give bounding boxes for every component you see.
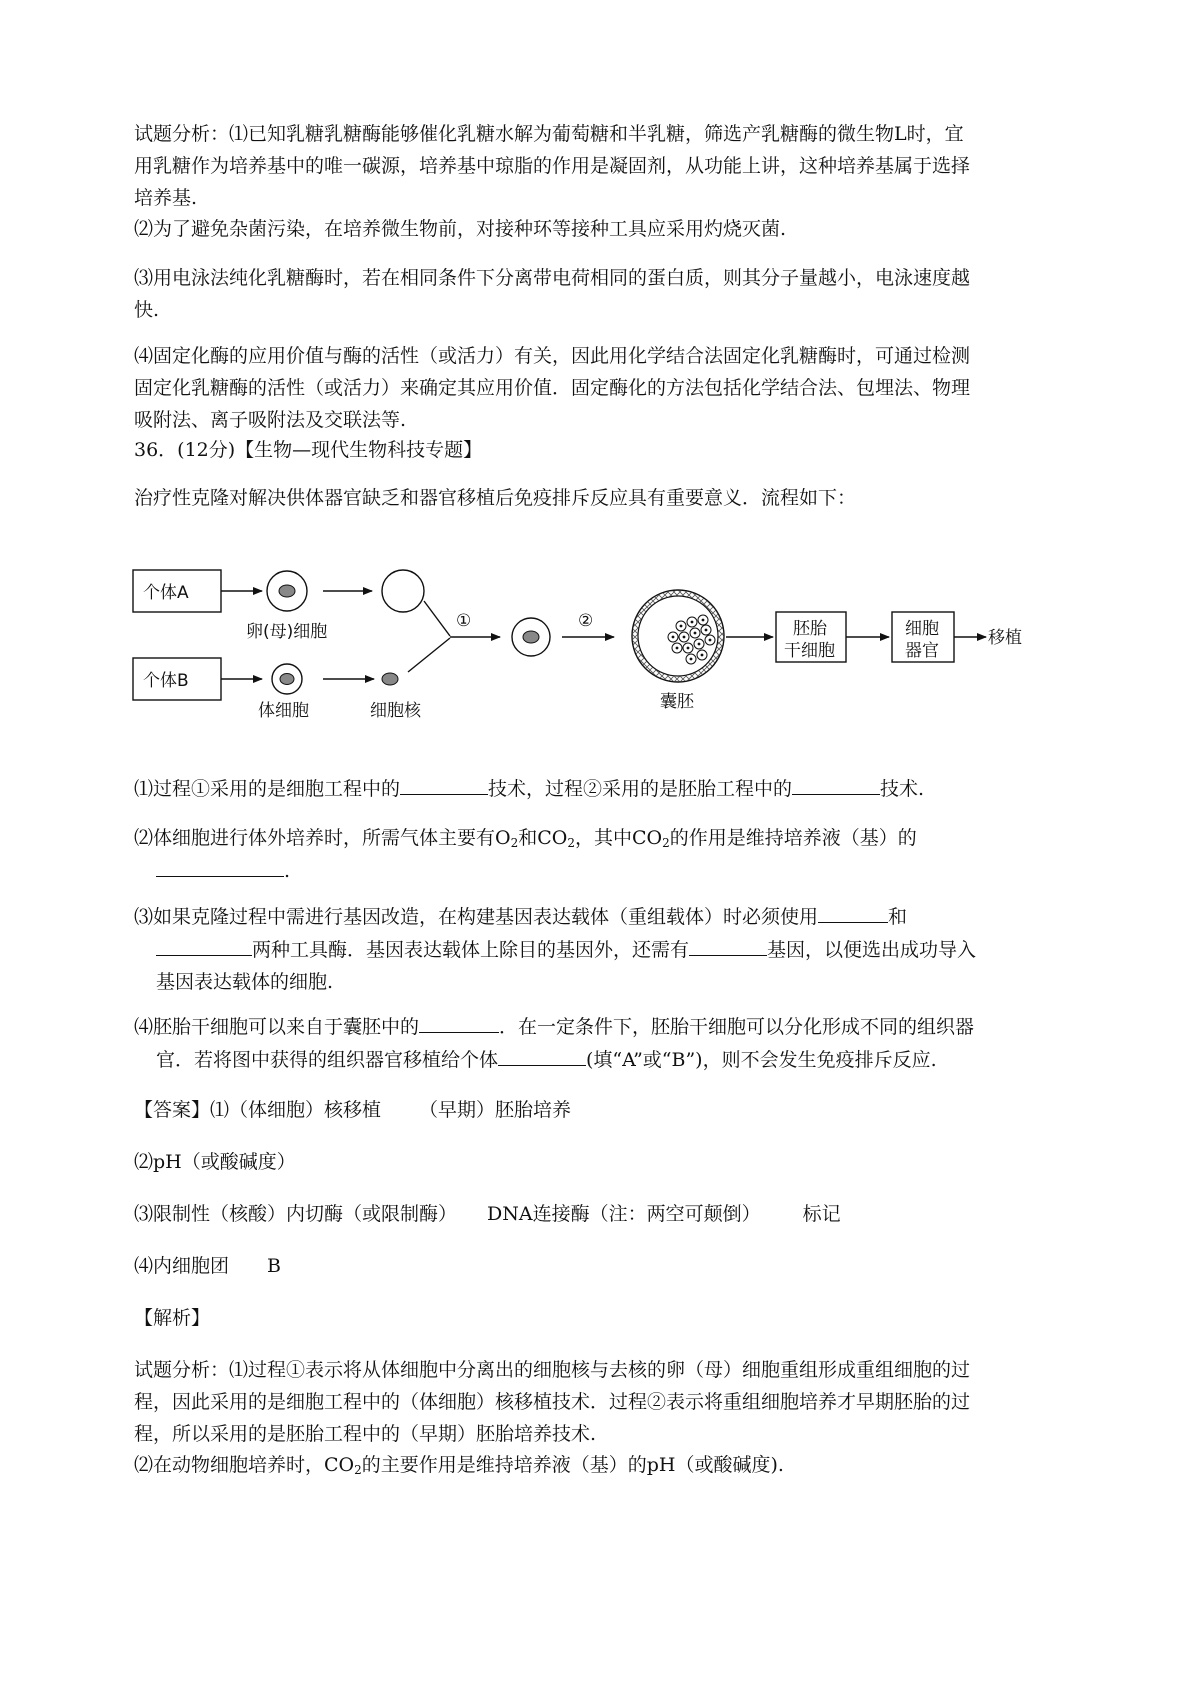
subscript: 2 [567, 836, 575, 850]
answer-line-3 [134, 1198, 1074, 1230]
text-line: ⑶用电泳法纯化乳糖酶时，若在相同条件下分离带电荷相同的蛋白质，则其分子量越小，电泳速度越 [134, 267, 971, 289]
text-segment: 官．若将图中获得的组织器官移植给个体 [156, 1049, 499, 1071]
subscript: 2 [510, 836, 519, 850]
text-segment: ⑵体细胞进行体外培养时，所需气体主要有O [134, 827, 511, 849]
text-segment: 两种工具酶．基因表达载体上除目的基因外，还需有 [252, 939, 690, 961]
text-segment: ⑵在动物细胞培养时，CO [134, 1454, 355, 1476]
sub-question-4 [134, 1010, 1074, 1076]
text-line: 培养基. [134, 187, 198, 209]
text-line: 吸附法、离子吸附法及交联法等. [134, 409, 407, 431]
text-line: 快. [134, 299, 160, 321]
individual-b-label: 个体B [143, 671, 189, 691]
merge-line [424, 601, 450, 636]
question-36-header [134, 434, 1074, 466]
subscript: 2 [662, 836, 670, 850]
text-segment: 技术. [880, 778, 925, 800]
answer-line-1 [134, 1094, 1074, 1126]
text-segment: 的主要作用是维持培养液（基）的pH（或酸碱度). [361, 1454, 784, 1476]
analysis-paragraph-1 [134, 118, 1074, 214]
text-line: ⑵为了避免杂菌污染，在培养微生物前，对接种环等接种工具应采用灼烧灭菌. [134, 218, 787, 240]
answer-blank [792, 772, 880, 795]
text-line: 固定化乳糖酶的活性（或活力）来确定其应用价值．固定酶化的方法包括化学结合法、包埋法、物理 [134, 377, 971, 399]
text-segment: 和CO [518, 827, 568, 849]
text-segment: 技术，过程②采用的是胚胎工程中的 [488, 778, 793, 800]
stem-cell-label-line2: 干细胞 [784, 641, 835, 661]
subscript: 2 [354, 1463, 362, 1477]
answer-value: ⑷内细胞团 [134, 1255, 230, 1277]
section-label: 【解析】 [134, 1307, 211, 1329]
answer-blank [498, 1043, 586, 1066]
text-line: 程，所以采用的是胚胎工程中的（早期）胚胎培养技术. [134, 1423, 597, 1445]
sub-question-2 [134, 822, 1074, 887]
enucleated-egg-icon [382, 570, 424, 612]
stem-cell-label-line1: 胚胎 [793, 619, 827, 639]
individual-a-label: 个体A [143, 583, 189, 603]
text-segment: ⑴过程①采用的是细胞工程中的 [134, 778, 401, 800]
answer-blank [400, 772, 488, 795]
text-line: 用乳糖作为培养基中的唯一碳源，培养基中琼脂的作用是凝固剂，从功能上讲，这种培养基属于选择 [134, 155, 971, 177]
text-line: 试题分析：⑴过程①表示将从体细胞中分离出的细胞核与去核的卵（母）细胞重组形成重组细胞的过 [134, 1359, 971, 1381]
transplant-label: 移植 [988, 628, 1022, 648]
text-segment: 的作用是维持培养液（基）的 [669, 827, 917, 849]
step-2-label: ② [578, 611, 594, 631]
sub-question-3 [134, 900, 1074, 998]
text-line: ⑷固定化酶的应用价值与酶的活性（或活力）有关，因此用化学结合法固定化乳糖酶时，可通过检测 [134, 345, 971, 367]
egg-cell-label: 卵(母)细胞 [246, 622, 328, 642]
cloning-flow-diagram [128, 568, 1148, 758]
explanation-paragraph-2 [134, 1449, 1074, 1481]
answer-value: ⑴（体细胞）核移植 [210, 1099, 382, 1121]
blastocyst-icon [632, 590, 724, 682]
answer-value: 标记 [802, 1203, 841, 1225]
answer-blank [818, 900, 888, 923]
explanation-label [134, 1302, 1074, 1334]
blastocyst-label: 囊胚 [660, 692, 694, 712]
text-segment: ⑶如果克隆过程中需进行基因改造，在构建基因表达载体（重组载体）时必须使用 [134, 906, 819, 928]
answer-value: B [267, 1255, 281, 1277]
somatic-nucleus-icon [280, 674, 294, 685]
answer-value: ⑵pH（或酸碱度） [134, 1151, 296, 1173]
answer-line-4 [134, 1250, 1074, 1282]
answer-blank [156, 854, 284, 877]
text-segment: (填“A”或“B”)，则不会发生免疫排斥反应. [586, 1049, 937, 1071]
text-segment: 基因，以便选出成功导入 [767, 939, 977, 961]
question-intro-text: 治疗性克隆对解决供体器官缺乏和器官移植后免疫排斥反应具有重要意义．流程如下： [134, 487, 857, 509]
egg-nucleus-icon [279, 585, 295, 597]
question-36-intro [134, 482, 1074, 514]
analysis-paragraph-3 [134, 262, 1074, 326]
merge-line [408, 638, 450, 672]
text-segment: ．在一定条件下，胚胎干细胞可以分化形成不同的组织器 [499, 1016, 975, 1038]
organ-label-line2: 器官 [905, 641, 939, 661]
analysis-paragraph-2 [134, 213, 1074, 245]
text-line: 程，因此采用的是细胞工程中的（体细胞）核移植技术．过程②表示将重组细胞培养才早期胚胎的过 [134, 1391, 971, 1413]
sub-question-1 [134, 772, 1074, 805]
step-1-label: ① [456, 611, 472, 631]
answer-value: （早期）胚胎培养 [419, 1099, 572, 1121]
organ-label-line1: 细胞 [905, 619, 939, 639]
answer-value: ⑶限制性（核酸）内切酶（或限制酶） [134, 1203, 458, 1225]
analysis-paragraph-4 [134, 340, 1074, 436]
question-header-text: 36．(12分)【生物—现代生物科技专题】 [134, 439, 483, 461]
answer-label: 【答案】 [134, 1099, 211, 1121]
text-segment: ，其中CO [574, 827, 663, 849]
reconstructed-nucleus-icon [523, 631, 539, 643]
text-segment: ⑷胚胎干细胞可以来自于囊胚中的 [134, 1016, 420, 1038]
text-line: 试题分析：⑴已知乳糖乳糖酶能够催化乳糖水解为葡萄糖和半乳糖，筛选产乳糖酶的微生物L时，宜 [134, 123, 964, 145]
answer-value: DNA连接酶（注：两空可颠倒） [487, 1203, 761, 1225]
text-segment: 和 [888, 906, 908, 928]
answer-blank [419, 1010, 499, 1033]
isolated-nucleus-icon [382, 673, 398, 685]
text-line: 基因表达载体的细胞. [156, 971, 334, 993]
nucleus-label: 细胞核 [370, 701, 421, 721]
answer-blank [689, 933, 767, 956]
somatic-cell-label: 体细胞 [258, 701, 309, 721]
answer-line-2 [134, 1146, 1074, 1178]
text-segment: . [284, 860, 291, 882]
answer-blank [156, 933, 252, 956]
explanation-paragraph-1 [134, 1354, 1074, 1450]
